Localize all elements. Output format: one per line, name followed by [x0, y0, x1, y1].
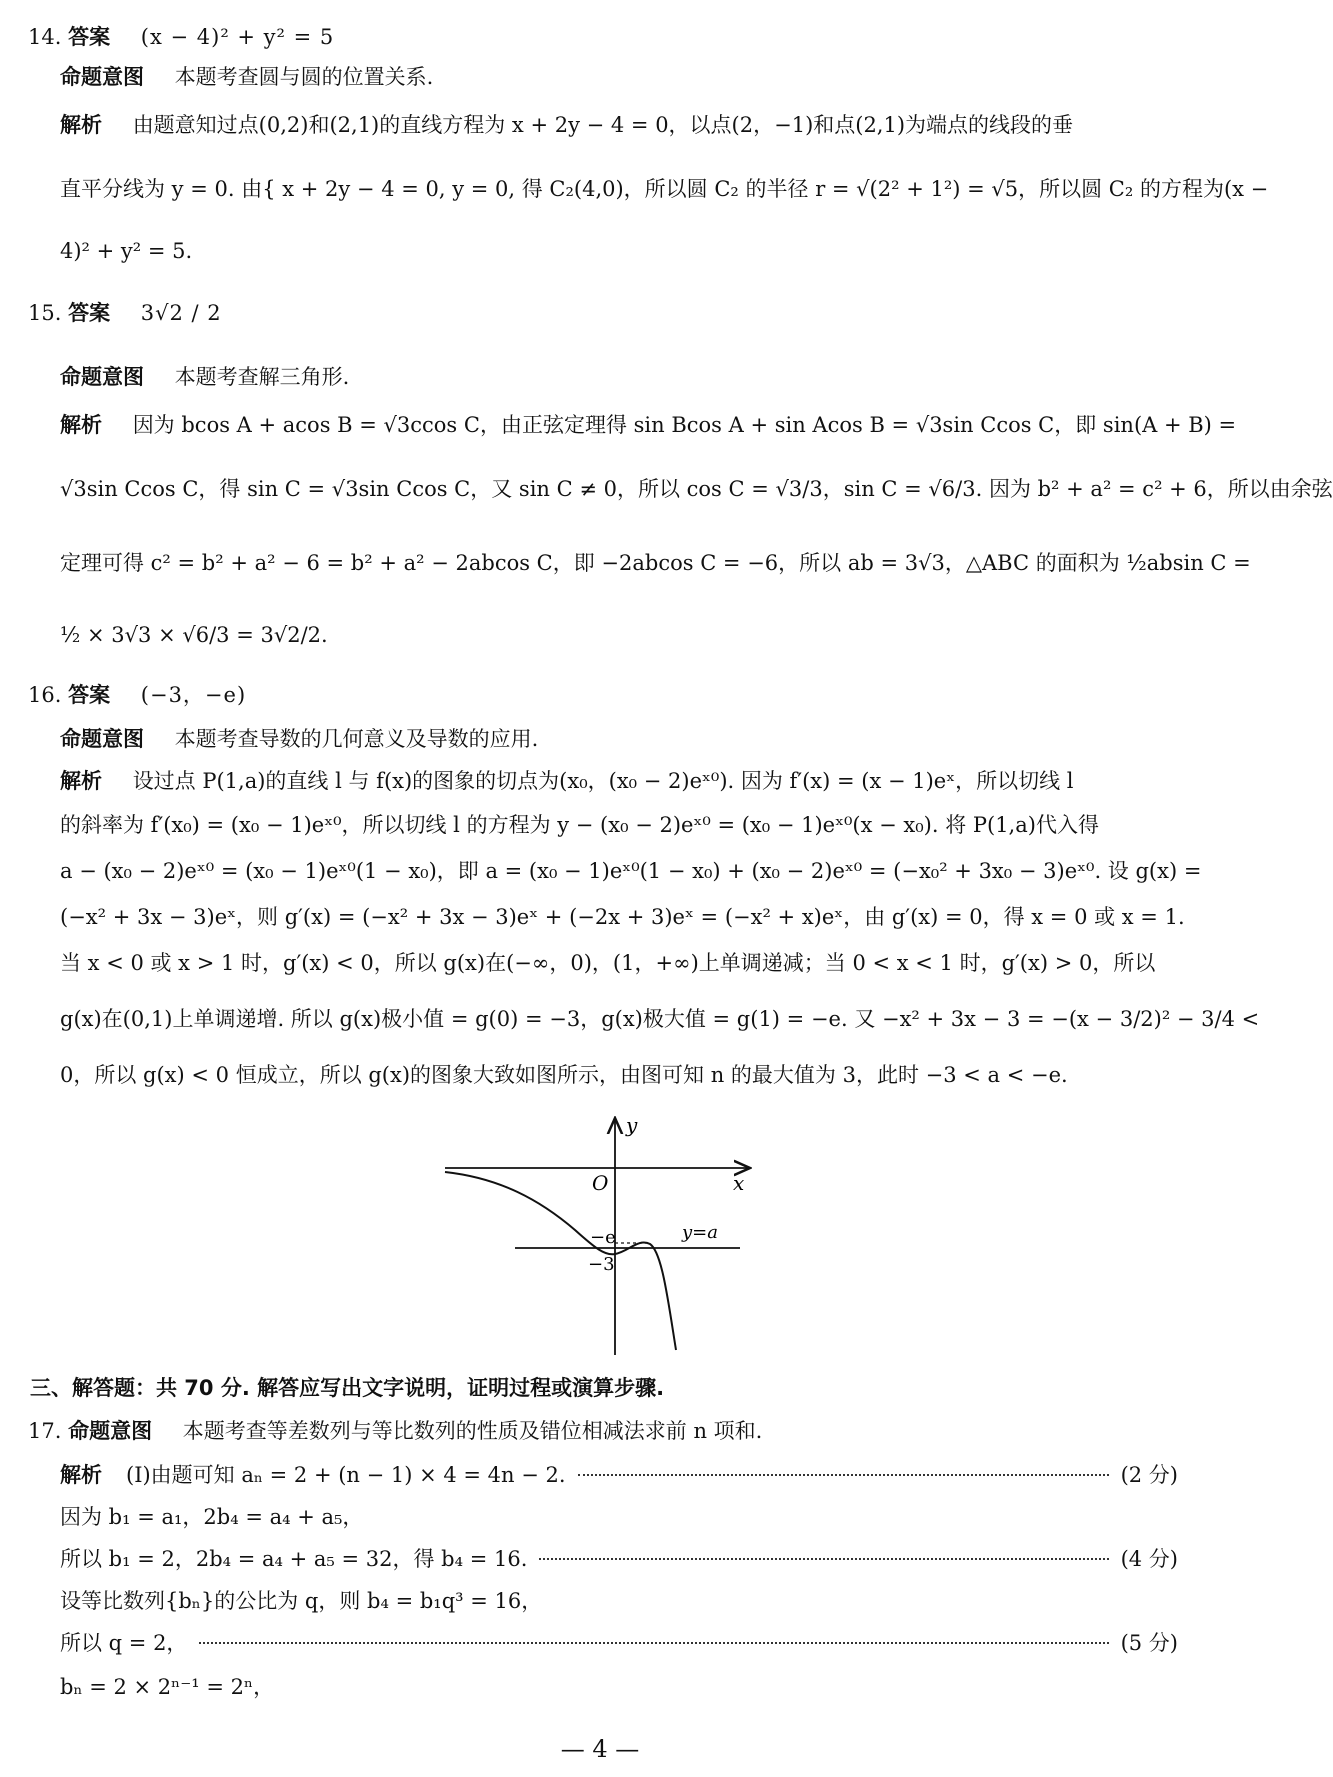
- q17-row-5-text: 所以 q = 2，: [60, 1631, 188, 1655]
- q16-intent-line: [60, 724, 1178, 754]
- q16-solution-line-2: 的斜率为 f′(x₀) = (x₀ − 1)eˣ⁰，所以切线 l 的方程为 y − (x₀ − 2)eˣ⁰ = (x₀ − 1)eˣ⁰(x − x₀). 将 P(1,a)代入得: [60, 813, 1099, 837]
- q17-solution-tag: 解析: [60, 1463, 102, 1487]
- q17-row-3-text: 所以 b₁ = 2，2b₄ = a₄ + a₅ = 32，得 b₄ = 16.: [60, 1547, 528, 1571]
- function-graph: [440, 1110, 760, 1360]
- q16-solution-text-1: 设过点 P(1,a)的直线 l 与 f(x)的图象的切点为(x₀，(x₀ − 2)eˣ⁰). 因为 f′(x) = (x − 1)eˣ，所以切线 l: [132, 769, 1074, 793]
- section-3-heading: 三、解答题：共 70 分. 解答应写出文字说明，证明过程或演算步骤.: [30, 1376, 665, 1400]
- q16-answer-tag: 答案: [68, 683, 111, 707]
- q14-solution-tag: 解析: [60, 113, 102, 137]
- q17-row-1: [60, 1460, 1178, 1490]
- q15-solution-text-1: 因为 bcos A + acos B = √3ccos C，由正弦定理得 sin Bcos A + sin Acos B = √3sin Ccos C，即 sin(A + B) =: [132, 413, 1237, 437]
- q17-row-1-score: (2 分): [1120, 1463, 1178, 1487]
- q14-intent-line: [60, 62, 1178, 92]
- q16-solution-line-6: g(x)在(0,1)上单调递增. 所以 g(x)极小值 = g(0) = −3，g(x)极大值 = g(1) = −e. 又 −x² + 3x − 3 = −(x − 3/2)² − 3/4 <: [60, 1007, 1260, 1031]
- q17-intent: 本题考查等差数列与等比数列的性质及错位相减法求前 n 项和.: [182, 1419, 763, 1443]
- q15-answer-tag: 答案: [68, 301, 111, 325]
- q15-solution-line-4: ½ × 3√3 × √6/3 = 3√2/2.: [60, 623, 328, 647]
- origin-label: O: [592, 1171, 609, 1195]
- q14-solution-line-3: 4)² + y² = 5.: [60, 239, 193, 263]
- q14-intent-tag: 命题意图: [60, 65, 144, 89]
- q15-intent-line: [60, 362, 1178, 392]
- leader-dots: [199, 1642, 1108, 1644]
- y-axis-label: y: [626, 1113, 638, 1137]
- q17-intent-line: [28, 1416, 1178, 1446]
- q14-answer: (x − 4)² + y² = 5: [140, 25, 335, 49]
- q16-number: 16.: [28, 683, 62, 707]
- q16-solution-line-7: 0，所以 g(x) < 0 恒成立，所以 g(x)的图象大致如图所示，由图可知 n 的最大值为 3，此时 −3 < a < −e.: [60, 1063, 1068, 1087]
- minus-e-label: −e: [590, 1227, 616, 1248]
- q17-row-3: [60, 1544, 1178, 1574]
- q14-solution-line-1: [60, 110, 1178, 140]
- q17-row-1-text: (Ⅰ)由题可知 aₙ = 2 + (n − 1) × 4 = 4n − 2.: [126, 1463, 566, 1487]
- x-axis-label: x: [733, 1171, 745, 1195]
- q17-row-2: 因为 b₁ = a₁，2b₄ = a₄ + a₅，: [60, 1505, 364, 1529]
- q15-intent: 本题考查解三角形.: [174, 365, 350, 389]
- q15-intent-tag: 命题意图: [60, 365, 144, 389]
- leader-dots: [539, 1558, 1108, 1560]
- q16-solution-line-1: [60, 766, 1178, 796]
- q15-solution-line-1: [60, 410, 1237, 440]
- q14-number: 14.: [28, 25, 62, 49]
- curve-g-of-x: [445, 1172, 676, 1350]
- q17-number: 17.: [28, 1419, 62, 1443]
- q14-answer-line: [28, 22, 1178, 52]
- q14-answer-tag: 答案: [68, 25, 111, 49]
- q17-row-5-score: (5 分): [1120, 1631, 1178, 1655]
- q17-row-4: 设等比数列{bₙ}的公比为 q，则 b₄ = b₁q³ = 16，: [60, 1589, 543, 1613]
- q15-solution-line-3: 定理可得 c² = b² + a² − 6 = b² + a² − 2abcos C，即 −2abcos C = −6，所以 ab = 3√3，△ABC 的面积为 ½absin C =: [60, 551, 1251, 575]
- minus-three-label: −3: [588, 1254, 615, 1275]
- q16-solution-tag: 解析: [60, 769, 102, 793]
- q16-answer: (−3，−e): [140, 683, 247, 707]
- q15-solution-line-2: √3sin Ccos C，得 sin C = √3sin Ccos C，又 sin C ≠ 0，所以 cos C = √3/3，sin C = √6/3. 因为 b² + a² = c² + 6，所以由余弦: [60, 477, 1333, 501]
- q16-solution-line-5: 当 x < 0 或 x > 1 时，g′(x) < 0，所以 g(x)在(−∞，0)，(1，+∞)上单调递减；当 0 < x < 1 时，g′(x) > 0，所以: [60, 951, 1156, 975]
- leader-dots: [578, 1474, 1109, 1476]
- page-number: — 4 —: [560, 1735, 640, 1763]
- q17-intent-tag: 命题意图: [68, 1419, 153, 1443]
- q16-intent: 本题考查导数的几何意义及导数的应用.: [174, 727, 539, 751]
- q15-answer: 3√2 / 2: [140, 301, 222, 325]
- q14-solution-text-1: 由题意知过点(0,2)和(2,1)的直线方程为 x + 2y − 4 = 0，以点(2，−1)和点(2,1)为端点的线段的垂: [132, 113, 1074, 137]
- y-equals-a-label: y=a: [682, 1222, 718, 1243]
- q16-solution-line-3: a − (x₀ − 2)eˣ⁰ = (x₀ − 1)eˣ⁰(1 − x₀)，即 a = (x₀ − 1)eˣ⁰(1 − x₀) + (x₀ − 2)eˣ⁰ = (−x₀² + 3x₀ − 3)eˣ⁰. 设 g(x) =: [60, 859, 1202, 883]
- q16-answer-line: [28, 680, 1178, 710]
- q17-row-5: [60, 1628, 1178, 1658]
- q15-answer-line: [28, 298, 1178, 328]
- q15-solution-tag: 解析: [60, 413, 102, 437]
- q15-number: 15.: [28, 301, 62, 325]
- q17-row-3-score: (4 分): [1120, 1547, 1178, 1571]
- q16-intent-tag: 命题意图: [60, 727, 144, 751]
- q17-row-6: bₙ = 2 × 2ⁿ⁻¹ = 2ⁿ，: [60, 1675, 275, 1699]
- q14-solution-line-2: 直平分线为 y = 0. 由{ x + 2y − 4 = 0, y = 0, 得 C₂(4,0)，所以圆 C₂ 的半径 r = √(2² + 1²) = √5，所以圆 C₂ 的方程为(x −: [60, 177, 1269, 201]
- q14-intent: 本题考查圆与圆的位置关系.: [174, 65, 434, 89]
- q16-solution-line-4: (−x² + 3x − 3)eˣ，则 g′(x) = (−x² + 3x − 3)eˣ + (−2x + 3)eˣ = (−x² + x)eˣ，由 g′(x) = 0，得 x = 0 或 x = 1.: [60, 905, 1185, 929]
